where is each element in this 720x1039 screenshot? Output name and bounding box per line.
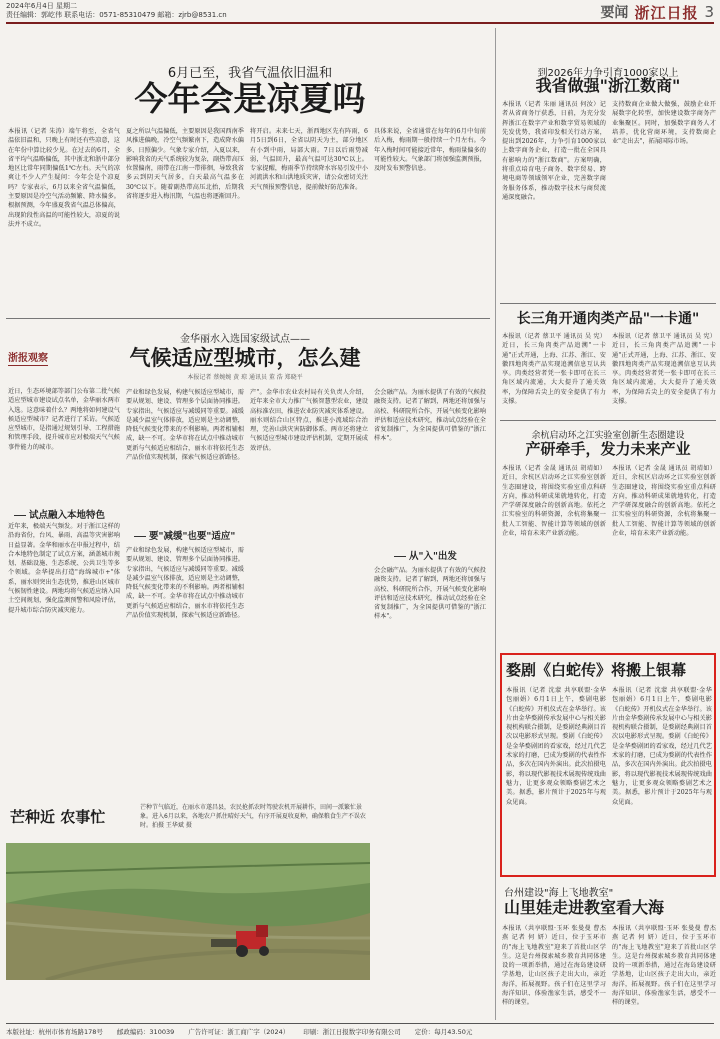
footer-price: 定价：每月43.50元 <box>414 1028 473 1036</box>
lead-title: 今年会是凉夏吗 <box>134 79 366 118</box>
right-h1-title: 我省做强"浙江数商" <box>535 76 681 95</box>
lead-kicker: 6月已至，我省气温依旧温和 <box>167 66 333 81</box>
right-h3-title: 产研牵手，发力未来产业 <box>525 440 691 458</box>
right-h2-title: 长三角开通肉类产品"一卡通" <box>516 311 700 327</box>
masthead <box>6 2 714 24</box>
paper-name: 浙江日报 <box>634 3 699 22</box>
page-footer <box>6 1023 714 1036</box>
right-h1-kicker: 到2026年力争引育1000家以上 <box>537 68 679 79</box>
footer-postcode: 邮政编码：310039 <box>116 1028 175 1036</box>
climate-kicker: 金华丽水入选国家级试点—— <box>180 334 310 345</box>
editor-line: 责任编辑：郭屹伟 联系电话：0571-85310479 邮箱：zjrb@8531.cn <box>6 11 227 19</box>
page-number: 3 <box>704 3 714 21</box>
lead-col-1: 本报讯（记者 朱涛）端午将至，全省气温依旧温和，只晚上有时还有些凉意，这在年份中算比较少见。在过去的6月，全省平均气温略偏低，其中浙北和浙中部分地区比常年同期偏低1℃左右。天气的凉爽让不少人产生疑问：今年会是个凉夏吗？专家表示，6月以来全省气温偏低，主要原因是冷空气活动频繁、降水偏多。根据预测，今年盛夏我省气温总体偏高，出现阶段性高温的可能性较大，凉夏的说法并不成立。 <box>8 128 120 228</box>
right-h1-text-b: 支持数商企业做大做强，鼓励企业开展数字化转型，加快建设数字商务产业集聚区。同时，加强数字商务人才培养，优化营商环境，支持数商企业"走出去"，拓展国际市场。 <box>612 101 716 146</box>
climate-col-1b: 近年来，极端天气频发。对于浙江这样的沿海省份，台风、暴雨、高温等灾害影响日益显著。金华和丽水在申报过程中，结合本地特色制定了试点方案，涵盖城市规划、基础设施、生态系统、公共卫生等多个领域。金华提出打造"海绵城市+"体系，丽水则突出生态优势，推进山区城市气候韧性建设。两地均将气候适应纳入国土空间规划，强化监测预警和风险评估，提升城市综合防灾减灾能力。 <box>8 523 120 614</box>
section-name: 要闻 <box>600 5 629 21</box>
climate-col-4a: 会会融产品。为丽水提供了有效的气候投融资支持。记者了解到，两地还将加强与高校、科研院所合作，开展气候变化影响评估和适应技术研究，推动试点经验在全省复制推广，为全国提供可借鉴的"浙江样本"。 <box>374 389 486 443</box>
section-tag: 浙报观察 <box>8 349 48 366</box>
right-h3-text-b: 本报讯（记者 金晟 通讯员 胡靖如）近日，余杭区启动环之江实验室创新生态圈建设，将围绕实验室重点科研方向，推动科研成果就地转化，打造产学研深度融合的创新高地。依托之江实验室的科研资源，余杭将集聚一批人工智能、智能计算等领域的创新企业，培育未来产业新动能。 <box>612 465 716 538</box>
right-divider-1 <box>500 303 716 304</box>
right-h5-text-a: 本报讯（共享联盟·玉环 张曼曼 曹杰燕 记者 何 妍）近日，位于玉环市的"海上飞地教室"迎来了首批山区学生。这是台州探索城乡教育共同体建设的一项新举措，通过在海岛建设研学基地，让山区孩子走出大山，亲近海洋，拓展视野。孩子们在这里学习海洋知识、体验渔家生活，感受不一样的课堂。 <box>502 925 606 1007</box>
right-h5-text-b: 本报讯（共享联盟·玉环 张曼曼 曹杰燕 记者 何 妍）近日，位于玉环市的"海上飞地教室"迎来了首批山区学生。这是台州探索城乡教育共同体建设的一项新举措，通过在海岛建设研学基地，让山区孩子走出大山，亲近海洋，拓展视野。孩子们在这里学习海洋知识、体验渔家生活，感受不一样的课堂。 <box>612 925 716 1007</box>
right-h2-text-a: 本报讯（记者 蔡卫平 通讯员 吴 宪）近日，长三角肉类产品追溯"一卡通"正式开通，上海、江苏、浙江、安徽四地肉类产品实现追溯信息互认共享。肉类经营者凭一张卡即可在长三角区域内流通，大大提升了通关效率，为保障舌尖上的安全提供了有力支撑。 <box>502 333 606 406</box>
climate-col-2a: 产业和绿色发展，构建气候适应型城市，需要从规划、建设、管理多个层面协同推进。专家指出，气候适应与减缓同等重要。减缓是减少温室气体排放，适应则是主动调整，降低气候变化带来的不利影响。两者相辅相成，缺一不可。金华市将在试点中推动城市更新与气候适应相结合，丽水市将依托生态产品价值实现机制，探索气候适应新路径。 <box>126 389 244 462</box>
photo-caption: 芒种节气临近，在丽水市遂昌县，农民抢抓农时驾驶农机开展耕作，田间一派繁忙景象。进入6月以来，各地农户抓住晴好天气，有序开展夏收夏种，确保粮食生产不误农时。拍摄 王华斌 摄 <box>140 804 366 829</box>
lead-divider <box>6 318 490 319</box>
climate-col-4b: 会会融产品。为丽水提供了有效的气候投融资支持。记者了解到，两地还将加强与高校、科研院所合作，开展气候变化影响评估和适应技术研究，推动试点经验在全省复制推广，为全国提供可借鉴的"浙江样本"。 <box>374 567 486 621</box>
climate-col-3: 产"。金华市农业农村局有关负责人介绍，近年来全市大力推广气候智慧型农业，建设高标准农田，推进农业防灾减灾体系建设。丽水则结合山区特点，推进小流域综合治理，完善山洪灾害防御体系。两市还将建立气候适应型城市建设评估机制，定期开展成效评估。 <box>250 389 368 452</box>
footer-printer: 印刷：浙江日报数字印务有限公司 <box>303 1028 401 1036</box>
climate-sub-3: 从"入"出发 <box>394 548 457 562</box>
right-h3-text-a: 本报讯（记者 金晟 通讯员 胡靖如）近日，余杭区启动环之江实验室创新生态圈建设，将围绕实验室重点科研方向，推动科研成果就地转化，打造产学研深度融合的创新高地。依托之江实验室的科研资源，余杭将集聚一批人工智能、智能计算等领域的创新企业，培育未来产业新动能。 <box>502 465 606 538</box>
climate-sub-1: 试点融入本地特色 <box>14 507 105 521</box>
farm-photo <box>6 843 370 980</box>
right-h1-text-a: 本报讯（记者 朱丽 通讯员 何汝）记者从省商务厅获悉，日前，为充分发挥浙江在数字产业和数字贸易领域的先发优势，我省印发相关行动方案，提出到2026年，力争引育1000家以上数字商务企业，打造一批在全国具有影响力的"浙江数商"。方案明确，将重点培育电子商务、数字贸易、跨境电商等领域领军企业，完善数字商务服务体系，推动数字技术与商贸流通深度融合。 <box>502 101 606 201</box>
right-h2-text-b: 本报讯（记者 蔡卫平 通讯员 吴 宪）近日，长三角肉类产品追溯"一卡通"正式开通，上海、江苏、浙江、安徽四地肉类产品实现追溯信息互认共享。肉类经营者凭一张卡即可在长三角区域内流通，大大提升了通关效率，为保障舌尖上的安全提供了有力支撑。 <box>612 333 716 406</box>
masthead-brand <box>600 2 714 22</box>
right-h4-text-a: 本报讯（记者 沈蒙 共享联盟·金华 包丽娟）6月1日上午，婺剧电影《白蛇传》开机仪式在金华举行。该片由金华婺剧传承发展中心与相关影视机构联合摄制，是婺剧经典剧目首次以电影形式呈现。婺剧《白蛇传》是金华婺剧团的看家戏，经过几代艺术家的打磨，已成为婺剧的代表性作品，多次在国内外演出。此次拍摄电影，将以现代影视技术展现传统戏曲魅力，让更多观众领略婺剧艺术之美。据悉，影片预计于2025年与观众见面。 <box>506 687 606 806</box>
column-separator <box>495 28 496 1020</box>
masthead-info <box>6 2 227 20</box>
right-h4-title: 婺剧《白蛇传》将搬上银幕 <box>506 661 687 679</box>
footer-license: 广告许可证：浙工商广字（2024） <box>188 1028 290 1036</box>
right-h5-kicker: 台州建设"海上飞地教室" <box>504 888 614 899</box>
climate-title: 气候适应型城市，怎么建 <box>129 346 361 370</box>
right-h4-text-b: 本报讯（记者 沈蒙 共享联盟·金华 包丽娟）6月1日上午，婺剧电影《白蛇传》开机仪式在金华举行。该片由金华婺剧传承发展中心与相关影视机构联合摄制，是婺剧经典剧目首次以电影形式呈现。婺剧《白蛇传》是金华婺剧团的看家戏，经过几代艺术家的打磨，已成为婺剧的代表性作品，多次在国内外演出。此次拍摄电影，将以现代影视技术展现传统戏曲魅力，让更多观众领略婺剧艺术之美。据悉，影片预计于2025年与观众见面。 <box>612 687 712 806</box>
lead-col-3: 将开启。未来七天，浙西地区先有阵雨，6月5日到6日，全省以阴天为主，部分地区有小到中雨，局部大雨。7日以后雨势减弱，气温回升，最高气温可达30℃以上。专家提醒，梅雨季节持续降水容易引发中小河流洪水和山洪地质灾害，请公众密切关注天气预报预警信息，提前做好防范准备。 <box>250 128 368 191</box>
lead-col-4: 具体来说，全省通常在每年的6月中旬前后入梅，梅雨期一般持续一个月左右。今年入梅时间可能接近常年，梅雨量偏多的可能性较大。气象部门将加强监测预报，及时发布预警信息。 <box>374 128 486 173</box>
climate-byline: 本报记者 蔡婉婉 黄 琼 通讯员 董 浩 郑晓平 <box>187 374 303 381</box>
farm-photo-graphic <box>6 843 370 980</box>
right-h5-title: 山里娃走进教室看大海 <box>504 898 665 917</box>
lead-col-2: 夏之所以气温偏低，主要原因是我国西南季风推进偏晚，冷空气频繁南下，造成降水偏多、日照偏少。气象专家介绍，入夏以来，影响我省的天气系统较为复杂，副热带高压位置偏南，雨带在江南一带徘徊，导致我省多云到阴天气居多，白天最高气温多在30℃以下。随着副热带高压北抬，后期我省将逐步进入梅汛期，气温也将逐渐回升。 <box>126 128 244 201</box>
issue-date: 2024年6月4日 星期二 <box>6 2 77 10</box>
right-h3-kicker: 余杭启动环之江实验室创新生态圈建设 <box>531 431 685 441</box>
climate-col-1a: 近日，生态环境部等部门公布第二批气候适应型城市建设试点名单，金华丽水两市入选。这意味着什么？两地将如何建设气候适应型城市？记者进行了采访。气候适应型城市，是指通过规划引导、工程措施和管理手段，提升城市应对极端天气气候事件能力的城市。 <box>8 388 120 451</box>
right-divider-2 <box>500 420 716 421</box>
climate-sub-2: 要"减缓"也要"适应" <box>134 528 235 542</box>
photo-title: 芒种近 农事忙 <box>10 808 106 826</box>
climate-col-2b: 产业和绿色发展，构建气候适应型城市，需要从规划、建设、管理多个层面协同推进。专家指出，气候适应与减缓同等重要。减缓是减少温室气体排放，适应则是主动调整，降低气候变化带来的不利影响。两者相辅相成，缺一不可。金华市将在试点中推动城市更新与气候适应相结合，丽水市将依托生态产品价值实现机制，探索气候适应新路径。 <box>126 547 244 620</box>
footer-address: 本版社址：杭州市体育场路178号 <box>6 1028 103 1036</box>
